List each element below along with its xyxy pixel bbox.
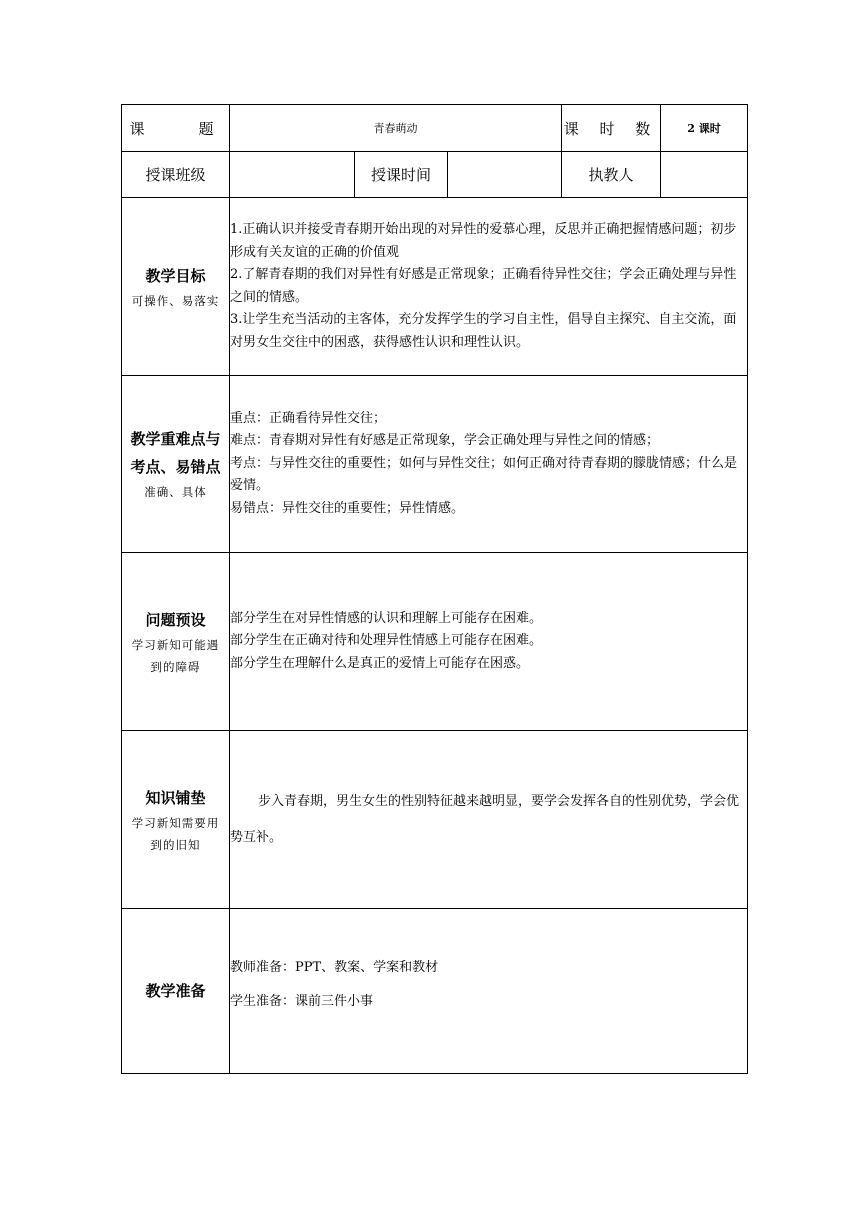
class-label: 授课班级	[122, 152, 230, 198]
topic-value: 青春萌动	[230, 105, 562, 152]
problem-line: 部分学生在正确对待和处理异性情感上可能存在困难。	[230, 633, 543, 649]
problem-line: 部分学生在对异性情感的认识和理解上可能存在困难。	[230, 610, 543, 626]
preparation-content	[230, 909, 748, 1074]
topic-label: 课 题	[122, 105, 230, 152]
problems-sub: 学习新知可能遇到的障碍	[131, 637, 220, 674]
key-point-line: 易错点：异性交往的重要性；异性情感。	[230, 500, 465, 516]
objective-line: 3.让学生充当活动的主客体，充分发挥学生的学习自主性，倡导自主探究、自主交流，面对男女生交往中的困惑，获得感性认识和理性认识。	[230, 312, 737, 350]
class-row	[122, 152, 748, 198]
prior-knowledge-sub: 学习新知需要用到的旧知	[131, 815, 220, 852]
key-points-row	[122, 376, 748, 553]
objectives-content	[230, 198, 748, 376]
hours-value: 2 课时	[661, 105, 748, 152]
objectives-label: 教学目标	[145, 266, 206, 285]
problems-label-cell	[122, 553, 230, 731]
lesson-plan-table	[121, 104, 748, 1074]
objectives-label-cell	[122, 198, 230, 376]
preparation-line: 教师准备：PPT、教案、学案和教材	[230, 960, 439, 975]
prior-knowledge-label: 知识铺垫	[145, 788, 206, 807]
teacher-label: 执教人	[562, 152, 661, 198]
preparation-line: 学生准备：课前三件小事	[230, 994, 374, 1009]
prior-knowledge-text: 步入青春期，男生女生的性别特征越来越明显，要学会发挥各自的性别优势，学会优势互补。	[230, 793, 740, 845]
objectives-sub: 可操作、易落实	[131, 293, 220, 308]
time-label: 授课时间	[355, 152, 448, 198]
key-point-line: 考点：与异性交往的重要性；如何与异性交往；如何正确对待青春期的朦胧情感；什么是爱情。	[230, 455, 738, 494]
hours-label: 课 时 数	[562, 105, 661, 152]
prior-knowledge-content	[230, 731, 748, 909]
prior-knowledge-label-cell	[122, 731, 230, 909]
preparation-label-cell	[122, 909, 230, 1074]
problems-label: 问题预设	[145, 610, 206, 629]
topic-row	[122, 105, 748, 152]
problems-content	[230, 553, 748, 731]
class-value	[230, 152, 355, 198]
key-points-label-cell	[122, 376, 230, 553]
preparation-row	[122, 909, 748, 1074]
preparation-label: 教学准备	[145, 982, 206, 1000]
teacher-value	[661, 152, 748, 198]
problem-line: 部分学生在理解什么是真正的爱情上可能存在困惑。	[230, 655, 530, 671]
objective-line: 2.了解青春期的我们对异性有好感是正常现象；正确看待异性交往；学会正确处理与异性之间的情感。	[230, 267, 737, 305]
key-points-sub: 准确、具体	[144, 485, 207, 499]
problems-row	[122, 553, 748, 731]
prior-knowledge-row	[122, 731, 748, 909]
key-point-line: 重点：正确看待异性交往；	[230, 410, 387, 426]
objective-line: 1.正确认识并接受青春期开始出现的对异性的爱慕心理，反思并正确把握情感问题；初步形成有关友谊的正确的价值观	[230, 222, 737, 260]
objectives-row	[122, 198, 748, 376]
key-points-content	[230, 376, 748, 553]
key-point-line: 难点：青春期对异性有好感是正常现象，学会正确处理与异性之间的情感；	[230, 433, 660, 449]
time-value	[448, 152, 562, 198]
key-points-label: 教学重难点与考点、易错点	[130, 430, 221, 476]
